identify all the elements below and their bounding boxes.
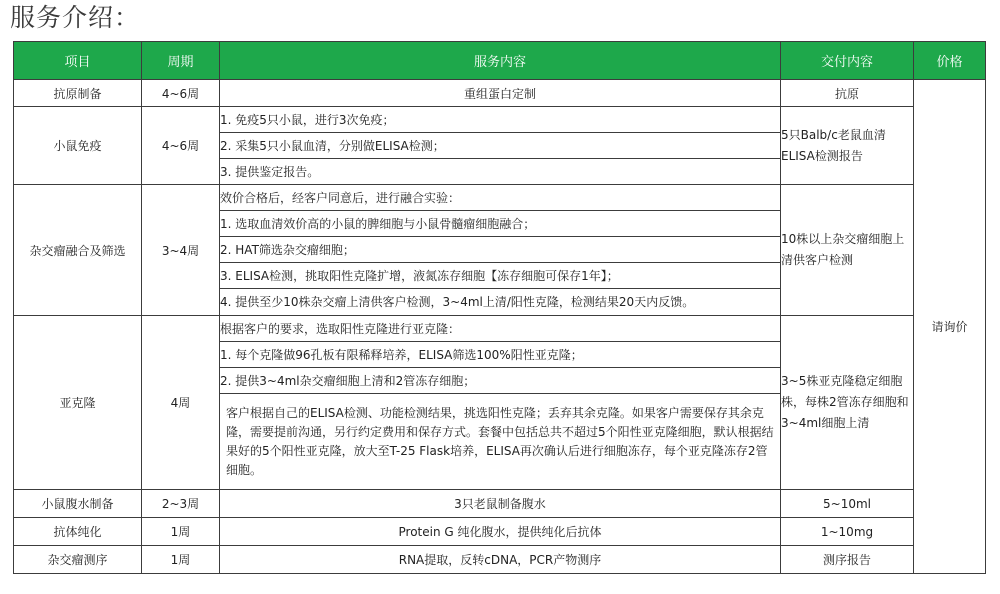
- table-row: [14, 185, 986, 211]
- service-step: 3. ELISA检测，挑取阳性克隆扩增，液氮冻存细胞【冻存细胞可保存1年】；: [220, 263, 781, 289]
- delivery-cell: 5只Balb/c老鼠血清ELISA检测报告: [781, 107, 914, 185]
- period-cell: 3~4周: [142, 185, 220, 316]
- delivery-cell: 1~10mg: [781, 518, 914, 546]
- service-step: 2. HAT筛选杂交瘤细胞；: [220, 237, 781, 263]
- content-cell: 重组蛋白定制: [220, 80, 781, 107]
- project-cell: 小鼠免疫: [14, 107, 142, 185]
- header-project: 项目: [14, 42, 142, 80]
- project-cell: 杂交瘤融合及筛选: [14, 185, 142, 316]
- content-cell: Protein G 纯化腹水，提供纯化后抗体: [220, 518, 781, 546]
- period-cell: 1周: [142, 546, 220, 574]
- project-cell: 杂交瘤测序: [14, 546, 142, 574]
- service-step-note: 客户根据自己的ELISA检测、功能检测结果，挑选阳性克隆；丢弃其余克隆。如果客户需要保存其余克隆，需要提前沟通，另行约定费用和保存方式。套餐中包括总共不超过5个阳性亚克隆细胞，默认根据结果好的5个阳性亚克隆，放大至T-25 Flask培养，ELISA再次确认后进行细胞冻存，每个亚克隆冻存2管细胞。: [220, 394, 781, 490]
- service-table: [13, 41, 986, 574]
- service-step: 1. 每个克隆做96孔板有限稀释培养，ELISA筛选100%阳性亚克隆；: [220, 342, 781, 368]
- service-step: 3. 提供鉴定报告。: [220, 159, 781, 185]
- period-cell: 4周: [142, 316, 220, 490]
- project-cell: 抗体纯化: [14, 518, 142, 546]
- project-cell: 亚克隆: [14, 316, 142, 490]
- service-step: 4. 提供至少10株杂交瘤上清供客户检测，3~4ml上清/阳性克隆，检测结果20天内反馈。: [220, 289, 781, 316]
- period-cell: 4~6周: [142, 80, 220, 107]
- delivery-cell: 5~10ml: [781, 490, 914, 518]
- service-step: 效价合格后，经客户同意后，进行融合实验：: [220, 185, 781, 211]
- table-header-row: [14, 42, 986, 80]
- service-step: 1. 选取血清效价高的小鼠的脾细胞与小鼠骨髓瘤细胞融合；: [220, 211, 781, 237]
- delivery-cell: 10株以上杂交瘤细胞上清供客户检测: [781, 185, 914, 316]
- project-cell: 抗原制备: [14, 80, 142, 107]
- page-title: 服务介绍：: [10, 3, 141, 32]
- delivery-cell: 抗原: [781, 80, 914, 107]
- table-row: [14, 107, 986, 133]
- service-step: 2. 采集5只小鼠血清，分别做ELISA检测；: [220, 133, 781, 159]
- period-cell: 1周: [142, 518, 220, 546]
- project-cell: 小鼠腹水制备: [14, 490, 142, 518]
- content-cell: RNA提取，反转cDNA，PCR产物测序: [220, 546, 781, 574]
- header-period: 周期: [142, 42, 220, 80]
- service-step: 根据客户的要求，选取阳性克隆进行亚克隆：: [220, 316, 781, 342]
- period-cell: 4~6周: [142, 107, 220, 185]
- header-price: 价格: [914, 42, 986, 80]
- service-step: 2. 提供3~4ml杂交瘤细胞上清和2管冻存细胞；: [220, 368, 781, 394]
- content-cell: 3只老鼠制备腹水: [220, 490, 781, 518]
- table-row: [14, 546, 986, 574]
- header-delivery: 交付内容: [781, 42, 914, 80]
- delivery-cell: 3~5株亚克隆稳定细胞株，每株2管冻存细胞和3~4ml细胞上清: [781, 316, 914, 490]
- table-row: [14, 316, 986, 342]
- table-row: [14, 490, 986, 518]
- service-step: 1. 免疫5只小鼠，进行3次免疫；: [220, 107, 781, 133]
- price-cell: 请询价: [914, 80, 986, 574]
- table-row: [14, 80, 986, 107]
- period-cell: 2~3周: [142, 490, 220, 518]
- delivery-cell: 测序报告: [781, 546, 914, 574]
- table-row: [14, 518, 986, 546]
- header-content: 服务内容: [220, 42, 781, 80]
